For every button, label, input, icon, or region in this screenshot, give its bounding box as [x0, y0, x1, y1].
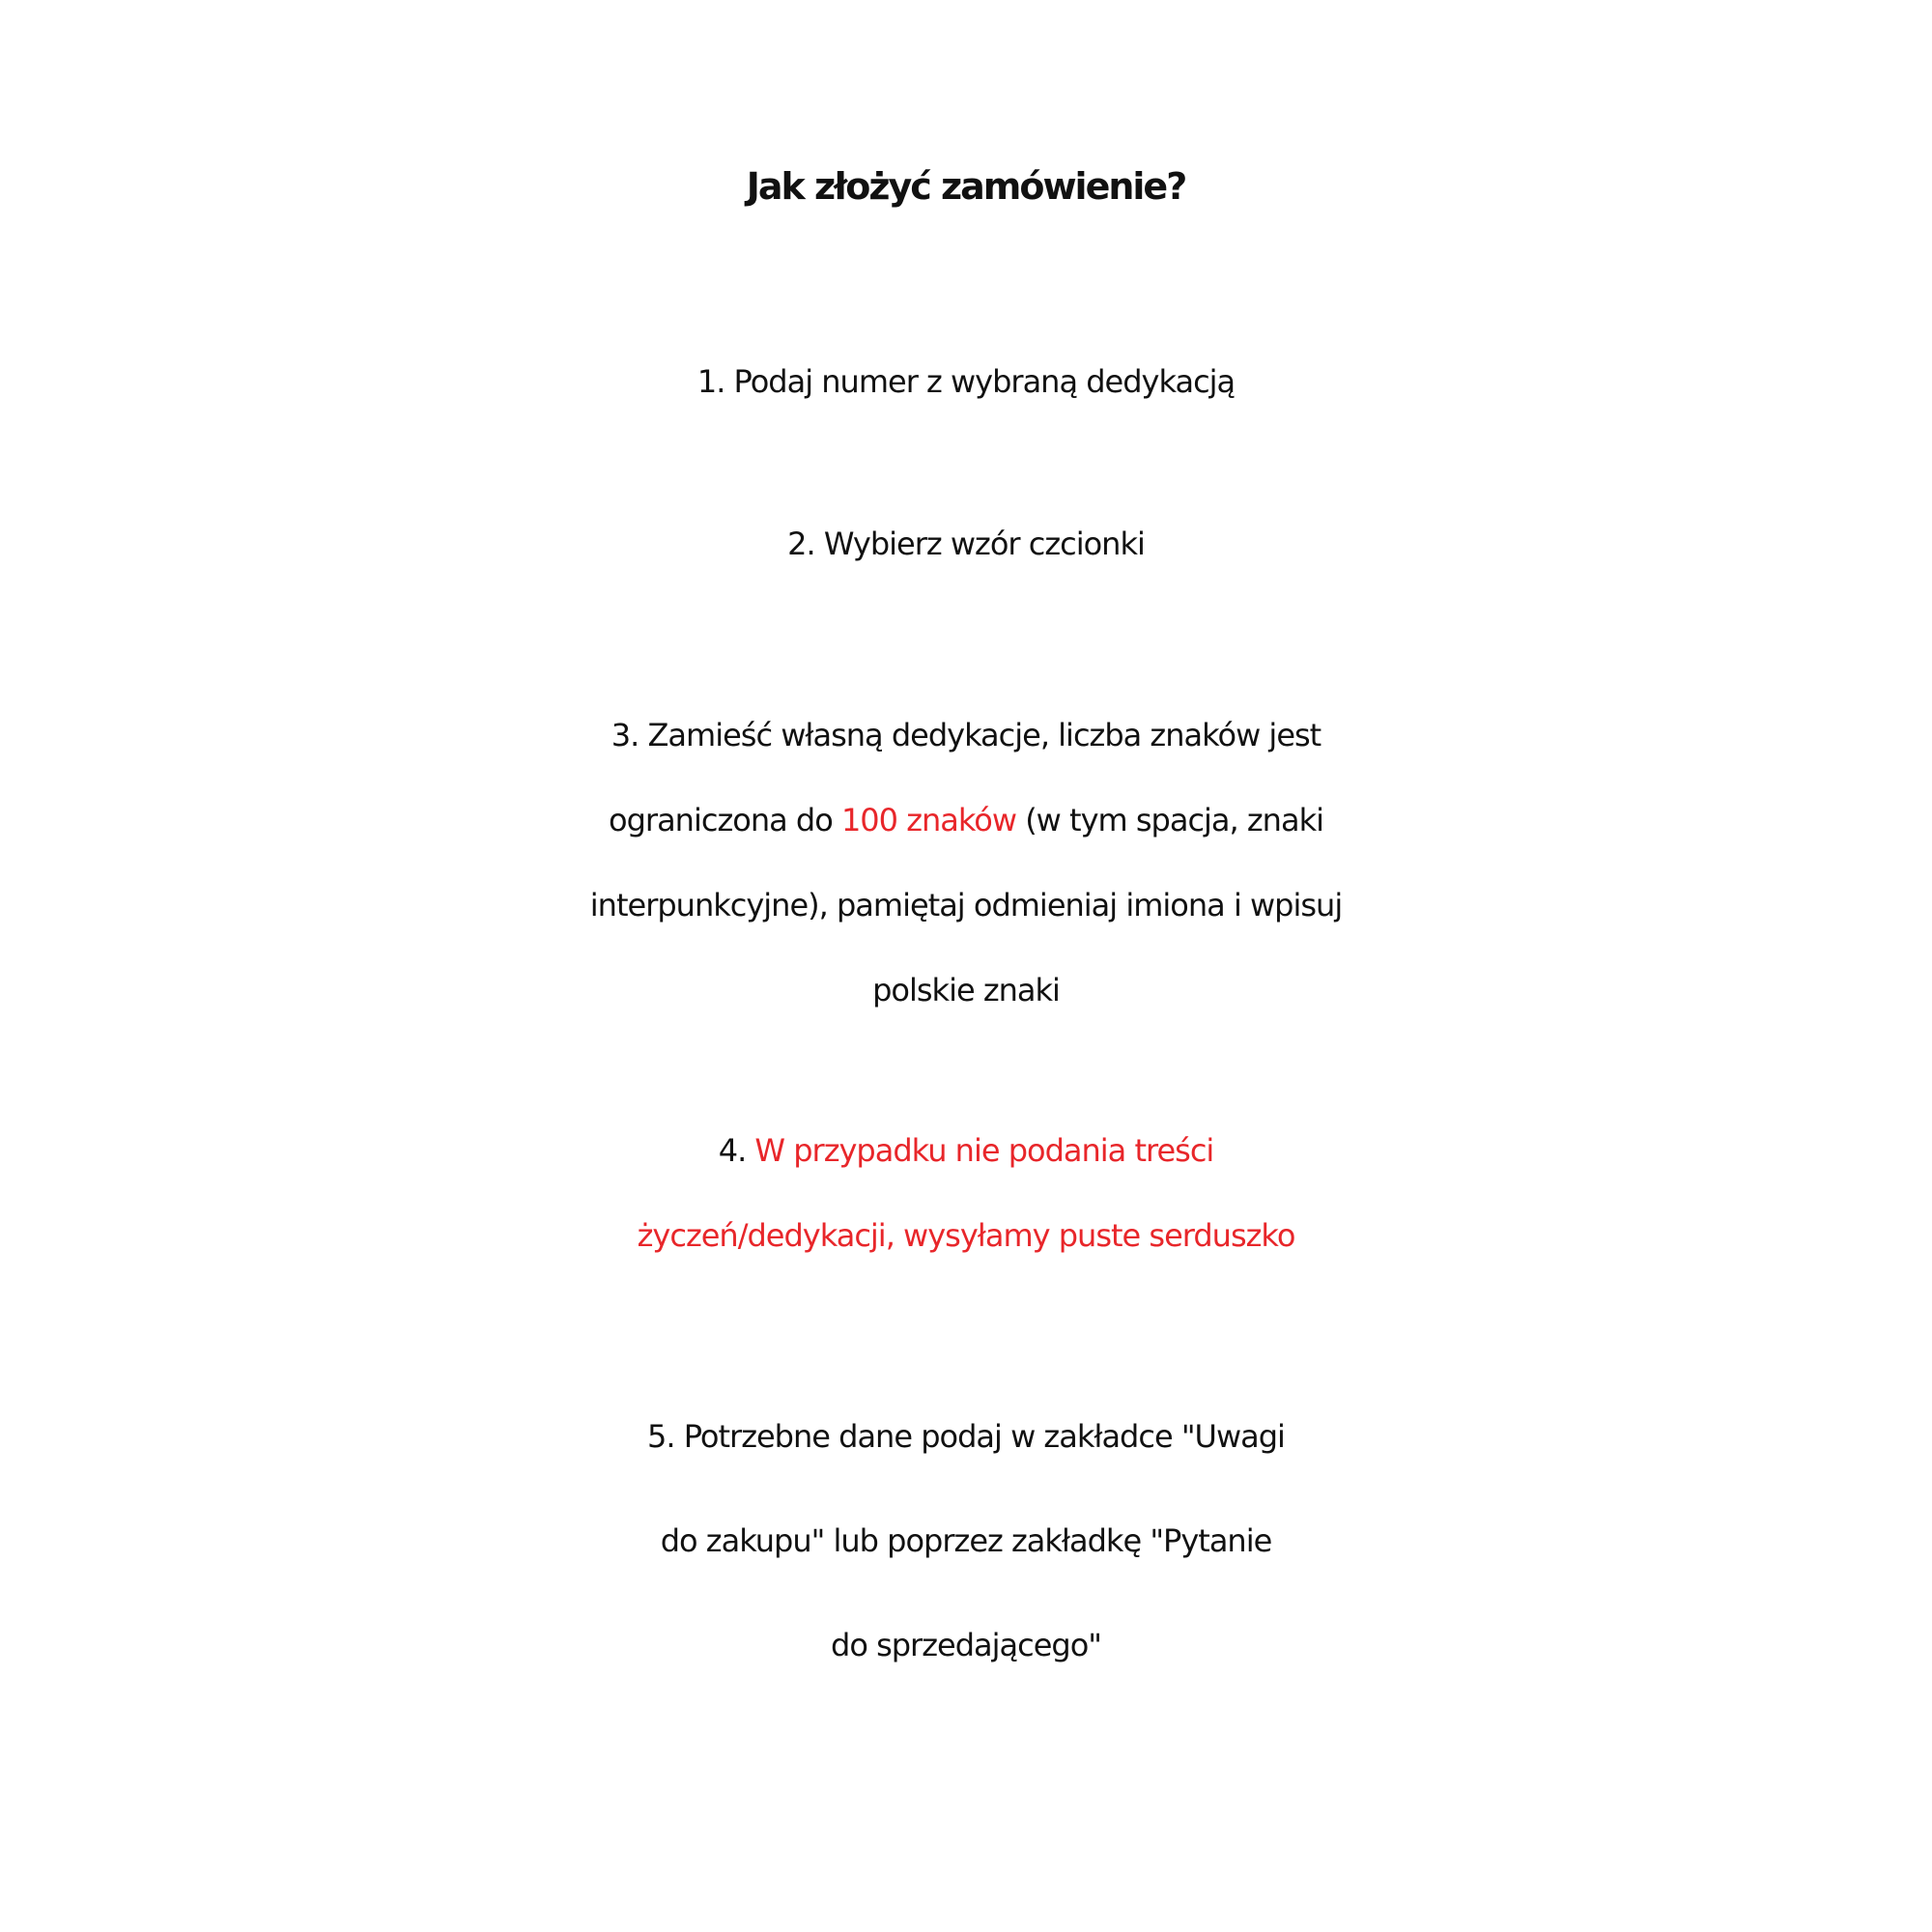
character-limit-highlight: 100 znaków — [840, 802, 1017, 838]
step-5-line-2: do zakupu" lub poprzez zakładkę "Pytanie — [660, 1522, 1272, 1559]
step-3-line-2-rest: (w tym spacja, znaki — [1016, 802, 1323, 838]
step-3-line-4: polskie znaki — [872, 972, 1060, 1009]
step-3-line-3: interpunkcyjne), pamiętaj odmieniaj imiona i wpisuj — [589, 887, 1343, 923]
step-3-line-2 — [0, 779, 1932, 862]
step-3-line-2-text: ograniczona do — [609, 802, 841, 838]
step-3-line-1: 3. Zamieść własną dedykacje, liczba znaków jest — [611, 717, 1321, 753]
step-5-line-3: do sprzedającego" — [831, 1627, 1101, 1663]
step-4-line-1 — [0, 1109, 1932, 1192]
step-4-number: 4. — [718, 1132, 755, 1169]
step-4-warning: W przypadku nie podania treści — [754, 1132, 1214, 1169]
step-1: 1. Podaj numer z wybraną dedykacją — [696, 363, 1236, 400]
page-title: Jak złożyć zamówienie? — [746, 165, 1186, 208]
step-5-line-1: 5. Potrzebne dane podaj w zakładce "Uwagi — [647, 1418, 1285, 1455]
step-4-line-2: życzeń/dedykacji, wysyłamy puste serduszko — [637, 1217, 1295, 1254]
step-2: 2. Wybierz wzór czcionki — [787, 526, 1145, 562]
